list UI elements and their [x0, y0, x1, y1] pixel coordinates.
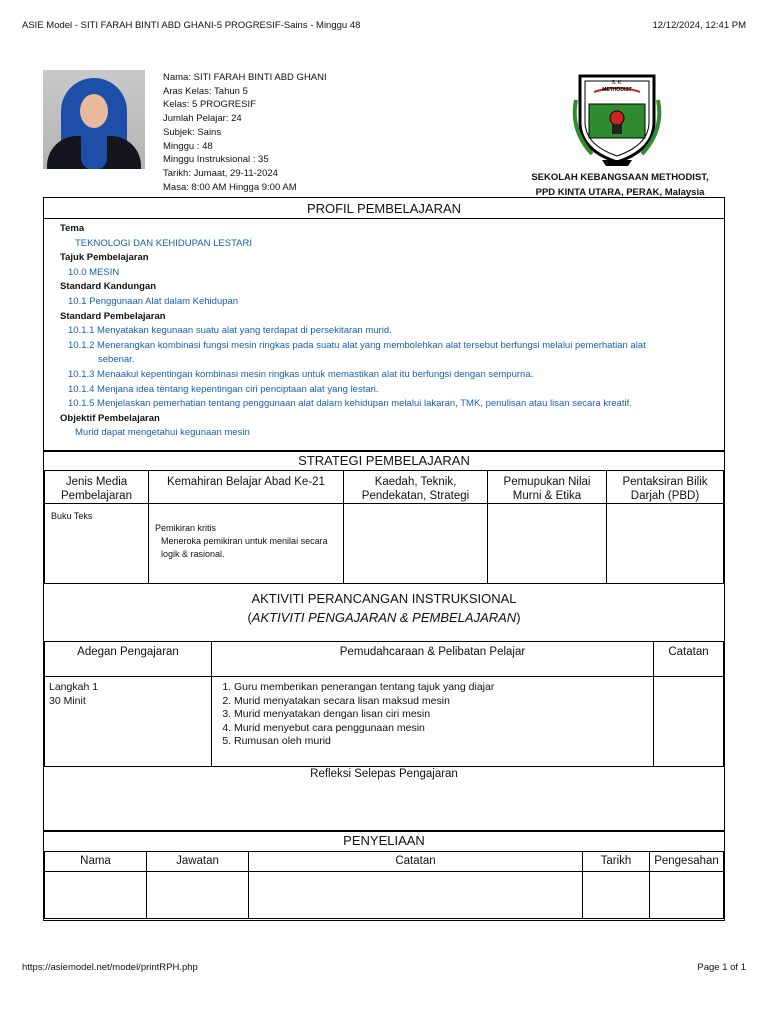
- header-catatan: Catatan: [654, 642, 724, 677]
- rph-frame: [43, 197, 725, 921]
- media-value: Buku Teks: [51, 511, 93, 521]
- aktiviti-table: [44, 641, 724, 767]
- header-catatan-penyelia: Catatan: [249, 852, 583, 872]
- tajuk-label: Tajuk Pembelajaran: [60, 252, 149, 264]
- teacher-info: [163, 71, 327, 194]
- print-url: https://asiemodel.net/model/printRPH.php: [22, 962, 198, 973]
- pbd-cell: [607, 504, 724, 584]
- header-pbd: Pentaksiran Bilik Darjah (PBD): [607, 471, 724, 504]
- media-cell: [45, 504, 149, 584]
- refleksi-title: Refleksi Selepas Pengajaran: [310, 768, 458, 780]
- penyeliaan-title: PENYELIAAN: [343, 833, 425, 848]
- teacher-nama: Nama: SITI FARAH BINTI ABD GHANI: [163, 72, 327, 83]
- school-crest-logo: [572, 70, 662, 166]
- kandungan-label: Standard Kandungan: [60, 281, 157, 293]
- teacher-jumlah: Jumlah Pelajar: 24: [163, 113, 242, 125]
- header-kemahiran: Kemahiran Belajar Abad Ke-21: [149, 471, 344, 504]
- step-item: 2. Murid menyatakan secara lisan maksud mesin: [234, 695, 649, 709]
- pengesahan-cell: [650, 872, 724, 919]
- standard-pembelajaran-4: 10.1.4 Menjana idea tentang kepentingan ciri penciptaan alat yang lestari.: [68, 383, 379, 395]
- penyeliaan-table: [44, 851, 724, 919]
- divider: [44, 218, 724, 219]
- standard-pembelajaran-1: 10.1.1 Menyatakan kegunaan suatu alat yang terdapat di persekitaran murid.: [68, 325, 392, 337]
- standard-pembelajaran-2-cont: sebenar.: [98, 354, 135, 366]
- teacher-minggu: Minggu : 48: [163, 140, 213, 152]
- standard-pembelajaran-2: 10.1.2 Menerangkan kombinasi fungsi mesin ringkas pada suatu alat yang membolehkan alat tersebut berfungsi melalui pemerhatian alat: [68, 339, 646, 351]
- header-kaedah: Kaedah, Teknik, Pendekatan, Strategi: [344, 471, 488, 504]
- step-item: 1. Guru memberikan penerangan tentang tajuk yang diajar: [234, 681, 649, 695]
- kaedah-cell: [344, 504, 488, 584]
- tema-label: Tema: [60, 223, 85, 234]
- teacher-aras: Aras Kelas: Tahun 5: [163, 85, 248, 97]
- tema-value: TEKNOLOGI DAN KEHIDUPAN LESTARI: [75, 237, 253, 249]
- school-name: [515, 170, 725, 200]
- strategi-table: [44, 470, 724, 584]
- print-header: [22, 20, 746, 31]
- header-nama: Nama: [45, 852, 147, 872]
- print-footer: [22, 962, 746, 973]
- nilai-cell: [488, 504, 607, 584]
- langkah-label: Langkah 1: [49, 681, 99, 693]
- pemudahcaraan-cell: [212, 677, 654, 767]
- print-page: Page 1 of 1: [697, 962, 746, 973]
- divider: [44, 450, 724, 452]
- step-item: 4. Murid menyebut cara penggunaan mesin: [234, 722, 649, 736]
- teacher-kelas: Kelas: 5 PROGRESIF: [163, 99, 256, 111]
- header-adegan: Adegan Pengajaran: [45, 642, 212, 677]
- steps-list: [216, 681, 649, 749]
- profil-title: PROFIL PEMBELAJARAN: [306, 201, 462, 216]
- nama-cell: [45, 872, 147, 919]
- school-name-line2: PPD KINTA UTARA, PERAK, Malaysia: [535, 187, 705, 198]
- objektif-label: Objektif Pembelajaran: [60, 412, 160, 424]
- header-jawatan: Jawatan: [147, 852, 249, 872]
- teacher-photo: [43, 70, 145, 169]
- minit-label: 30 Minit: [49, 694, 86, 707]
- kandungan-value: 10.1 Penggunaan Alat dalam Kehidupan: [68, 295, 239, 307]
- divider: [44, 830, 724, 832]
- crest-top-text: S. K.: [611, 80, 623, 86]
- header-nilai: Pemupukan Nilai Murni & Etika: [488, 471, 607, 504]
- standard-pembelajaran-5: 10.1.5 Menjelaskan pemerhatian tentang penggunaan alat dalam kehidupan melalui lakaran, TMK, penulisan atau lisan secara kreatif.: [68, 398, 632, 410]
- profil-section: [60, 222, 646, 441]
- catatan-penyelia-cell: [249, 872, 583, 919]
- aktiviti-heading: AKTIVITI PERANCANGAN INSTRUKSIONAL: [251, 591, 517, 606]
- header-pemudahcaraan: Pemudahcaraan & Pelibatan Pelajar: [212, 642, 654, 677]
- kemahiran-cell: [149, 504, 344, 584]
- pembelajaran-label: Standard Pembelajaran: [60, 310, 166, 322]
- tajuk-value: 10.0 MESIN: [68, 266, 120, 278]
- strategi-title: STRATEGI PEMBELAJARAN: [298, 453, 470, 468]
- header-pengesahan: Pengesahan: [650, 852, 724, 872]
- kemahiran-title: Pemikiran kritis: [155, 523, 217, 533]
- aktiviti-subtitle: (AKTIVITI PENGAJARAN & PEMBELAJARAN): [247, 610, 521, 625]
- teacher-masa: Masa: 8:00 AM Hingga 9:00 AM: [163, 181, 297, 193]
- teacher-tarikh: Tarikh: Jumaat, 29-11-2024: [163, 167, 278, 179]
- step-item: 3. Murid menyatakan dengan lisan ciri mesin: [234, 708, 649, 722]
- objektif-value: Murid dapat mengetahui kegunaan mesin: [75, 427, 250, 439]
- teacher-subjek: Subjek: Sains: [163, 126, 222, 138]
- crest-name-text: METHODIST: [602, 87, 632, 93]
- catatan-cell: [654, 677, 724, 767]
- jawatan-cell: [147, 872, 249, 919]
- adegan-cell: [45, 677, 212, 767]
- print-datetime: 12/12/2024, 12:41 PM: [652, 20, 746, 31]
- standard-pembelajaran-3: 10.1.3 Menaakul kepentingan kombinasi mesin ringkas untuk memastikan alat itu berfungsi dengan sempurna.: [68, 368, 534, 380]
- print-title: ASIE Model - SITI FARAH BINTI ABD GHANI-5 PROGRESIF-Sains - Minggu 48: [22, 20, 361, 31]
- header-media: Jenis Media Pembelajaran: [45, 471, 149, 504]
- aktiviti-title: [44, 589, 724, 627]
- header-tarikh: Tarikh: [583, 852, 650, 872]
- kemahiran-desc: Meneroka pemikiran untuk menilai secara logik & rasional.: [161, 536, 328, 559]
- tarikh-cell: [583, 872, 650, 919]
- teacher-minggu-instruksional: Minggu Instruksional : 35: [163, 154, 269, 166]
- school-name-line1: SEKOLAH KEBANGSAAN METHODIST,: [531, 172, 709, 183]
- step-item: 5. Rumusan oleh murid: [234, 735, 649, 749]
